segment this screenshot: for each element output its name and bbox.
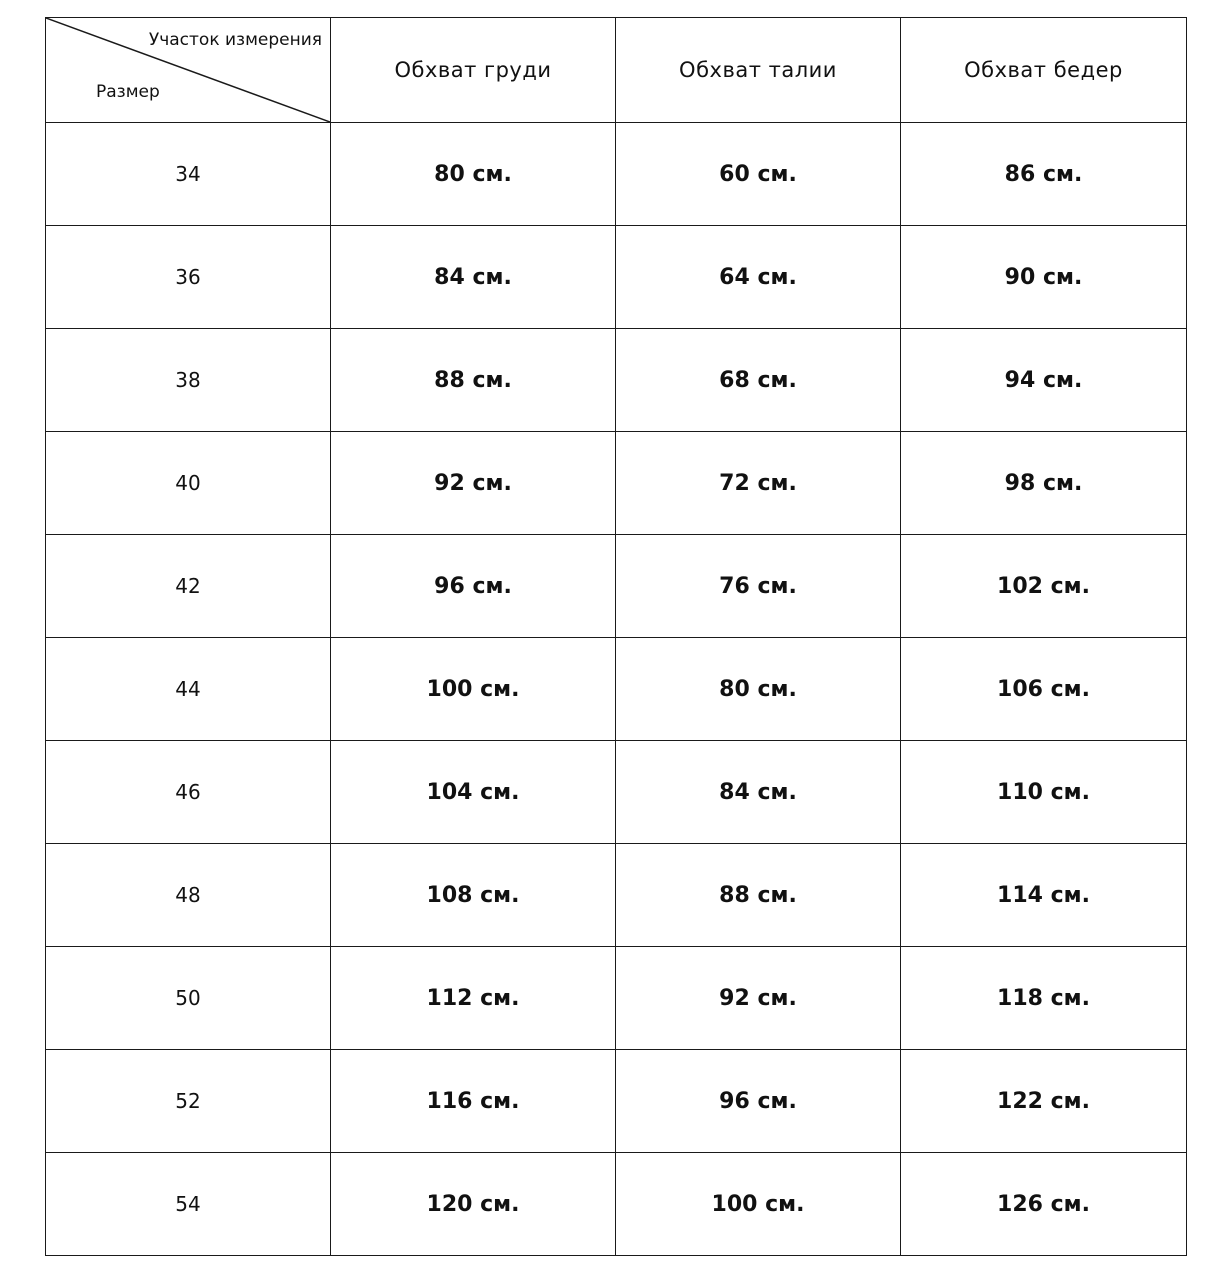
hips-value-cell: 110 см. bbox=[901, 741, 1187, 844]
size-cell: 34 bbox=[46, 123, 331, 226]
chest-value-cell: 84 см. bbox=[331, 226, 616, 329]
chest-value-cell: 120 см. bbox=[331, 1153, 616, 1256]
size-cell: 54 bbox=[46, 1153, 331, 1256]
waist-value-cell: 88 см. bbox=[616, 844, 901, 947]
hips-value-cell: 102 см. bbox=[901, 535, 1187, 638]
measurement-area-label: Участок измерения bbox=[148, 30, 322, 50]
column-header-waist: Обхват талии bbox=[616, 18, 901, 123]
table-body bbox=[46, 123, 1187, 1256]
waist-value-cell: 100 см. bbox=[616, 1153, 901, 1256]
size-cell: 50 bbox=[46, 947, 331, 1050]
waist-value-cell: 76 см. bbox=[616, 535, 901, 638]
chest-value-cell: 108 см. bbox=[331, 844, 616, 947]
hips-value-cell: 118 см. bbox=[901, 947, 1187, 1050]
waist-value-cell: 80 см. bbox=[616, 638, 901, 741]
column-header-chest: Обхват груди bbox=[331, 18, 616, 123]
table-row bbox=[46, 432, 1187, 535]
hips-value-cell: 98 см. bbox=[901, 432, 1187, 535]
hips-value-cell: 94 см. bbox=[901, 329, 1187, 432]
table-row bbox=[46, 226, 1187, 329]
waist-value-cell: 68 см. bbox=[616, 329, 901, 432]
waist-value-cell: 64 см. bbox=[616, 226, 901, 329]
chest-value-cell: 104 см. bbox=[331, 741, 616, 844]
hips-value-cell: 114 см. bbox=[901, 844, 1187, 947]
size-cell: 46 bbox=[46, 741, 331, 844]
hips-value-cell: 90 см. bbox=[901, 226, 1187, 329]
column-header-hips: Обхват бедер bbox=[901, 18, 1187, 123]
corner-header-cell bbox=[46, 18, 331, 123]
waist-value-cell: 72 см. bbox=[616, 432, 901, 535]
table-row bbox=[46, 638, 1187, 741]
chest-value-cell: 92 см. bbox=[331, 432, 616, 535]
waist-value-cell: 60 см. bbox=[616, 123, 901, 226]
size-chart-table bbox=[45, 17, 1187, 1256]
size-label: Размер bbox=[96, 82, 160, 102]
hips-value-cell: 86 см. bbox=[901, 123, 1187, 226]
table-row bbox=[46, 1050, 1187, 1153]
table-row bbox=[46, 123, 1187, 226]
size-cell: 44 bbox=[46, 638, 331, 741]
table-row bbox=[46, 535, 1187, 638]
table-row bbox=[46, 741, 1187, 844]
table-row bbox=[46, 329, 1187, 432]
waist-value-cell: 84 см. bbox=[616, 741, 901, 844]
size-cell: 38 bbox=[46, 329, 331, 432]
size-cell: 40 bbox=[46, 432, 331, 535]
chest-value-cell: 116 см. bbox=[331, 1050, 616, 1153]
waist-value-cell: 92 см. bbox=[616, 947, 901, 1050]
header-row bbox=[46, 18, 1187, 123]
table-row bbox=[46, 947, 1187, 1050]
chest-value-cell: 100 см. bbox=[331, 638, 616, 741]
size-cell: 42 bbox=[46, 535, 331, 638]
size-cell: 48 bbox=[46, 844, 331, 947]
hips-value-cell: 126 см. bbox=[901, 1153, 1187, 1256]
hips-value-cell: 106 см. bbox=[901, 638, 1187, 741]
size-cell: 36 bbox=[46, 226, 331, 329]
chest-value-cell: 112 см. bbox=[331, 947, 616, 1050]
size-cell: 52 bbox=[46, 1050, 331, 1153]
table-row bbox=[46, 844, 1187, 947]
chest-value-cell: 88 см. bbox=[331, 329, 616, 432]
table-row bbox=[46, 1153, 1187, 1256]
hips-value-cell: 122 см. bbox=[901, 1050, 1187, 1153]
chest-value-cell: 80 см. bbox=[331, 123, 616, 226]
chest-value-cell: 96 см. bbox=[331, 535, 616, 638]
waist-value-cell: 96 см. bbox=[616, 1050, 901, 1153]
